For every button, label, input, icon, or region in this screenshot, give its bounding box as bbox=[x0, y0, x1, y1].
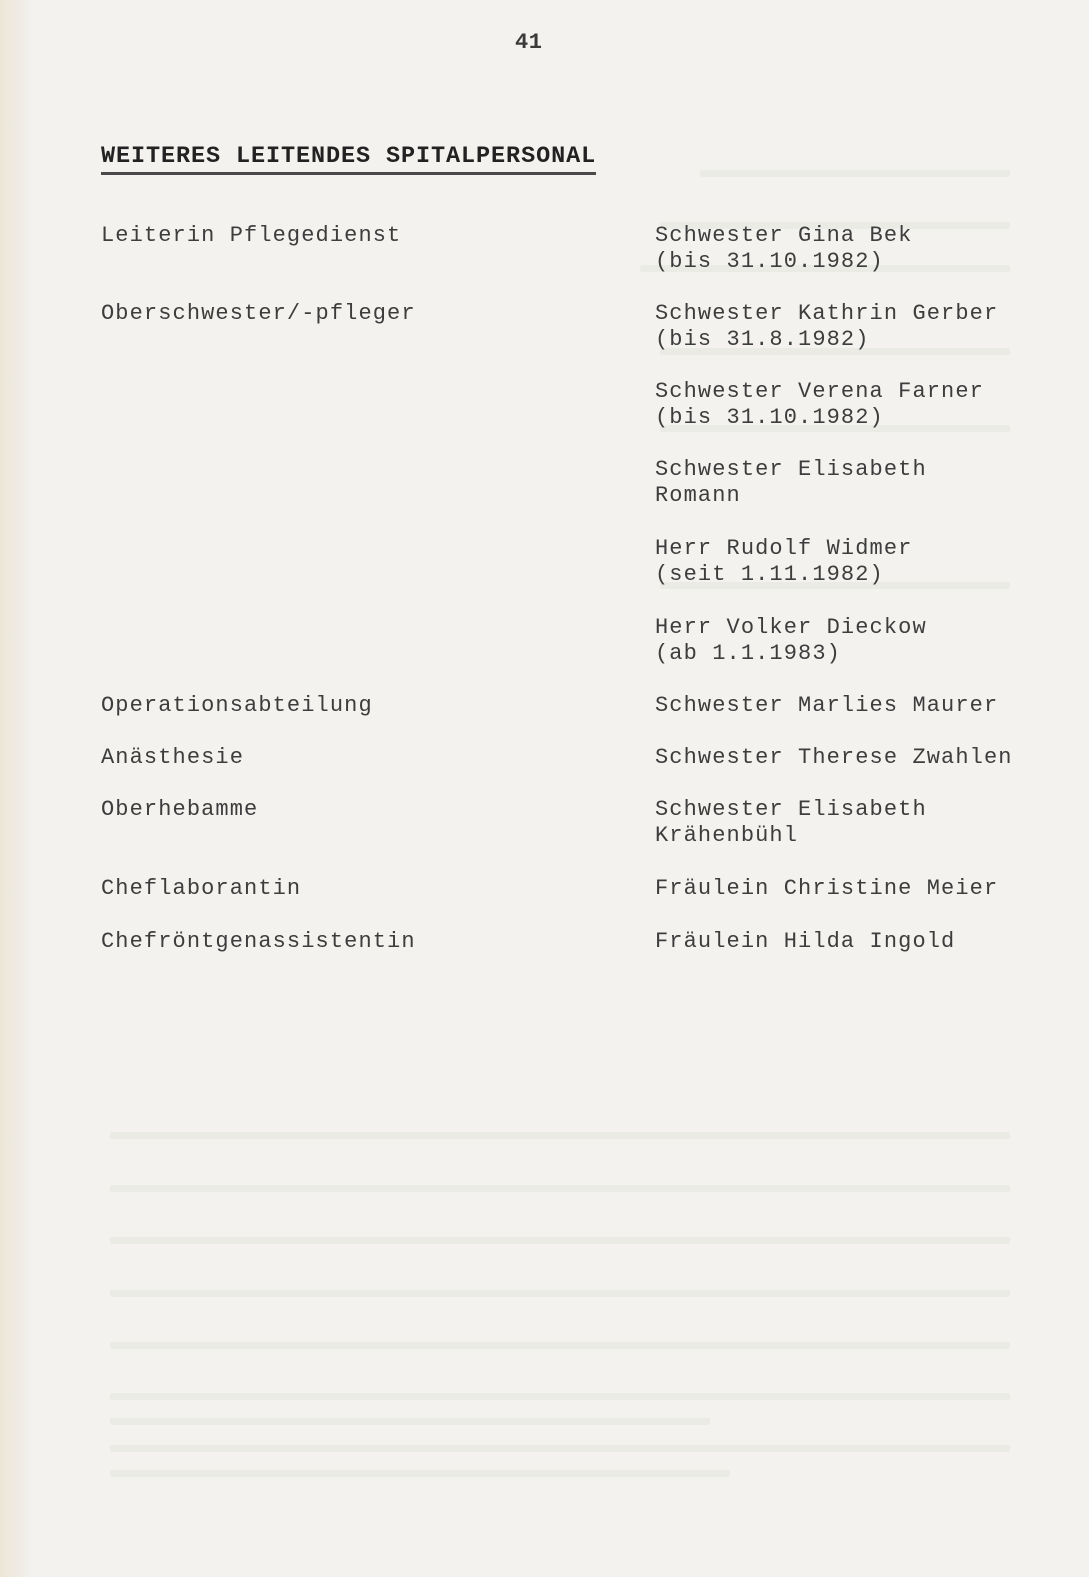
page-number: 41 bbox=[515, 30, 543, 55]
person-entry bbox=[655, 379, 984, 431]
person-name: Schwester Therese Zwahlen bbox=[655, 745, 1013, 770]
person-name: Schwester Gina Bek bbox=[655, 223, 913, 248]
person-entry bbox=[655, 457, 927, 509]
person-note: (seit 1.11.1982) bbox=[655, 562, 884, 587]
person-note: Romann bbox=[655, 483, 741, 508]
person-name: Herr Volker Dieckow bbox=[655, 615, 927, 640]
person-entry bbox=[655, 301, 998, 353]
role-label: Operationsabteilung bbox=[101, 693, 373, 718]
role-label: Chefröntgenassistentin bbox=[101, 929, 416, 954]
person-name: Schwester Verena Farner bbox=[655, 379, 984, 404]
section-heading: WEITERES LEITENDES SPITALPERSONAL bbox=[101, 145, 596, 175]
page-edge-shadow bbox=[0, 0, 34, 1577]
role-label: Oberschwester/-pfleger bbox=[101, 301, 416, 326]
person-entry bbox=[655, 223, 912, 275]
person-name: Fräulein Hilda Ingold bbox=[655, 929, 956, 954]
person-entry bbox=[655, 745, 1013, 771]
person-entry bbox=[655, 615, 927, 667]
person-name: Herr Rudolf Widmer bbox=[655, 536, 913, 561]
person-entry bbox=[655, 536, 912, 588]
person-entry bbox=[655, 929, 955, 955]
person-note: (bis 31.8.1982) bbox=[655, 327, 870, 352]
person-name: Fräulein Christine Meier bbox=[655, 876, 999, 901]
person-entry bbox=[655, 876, 998, 902]
role-label: Oberhebamme bbox=[101, 797, 259, 822]
person-name: Schwester Kathrin Gerber bbox=[655, 301, 999, 326]
role-label: Anästhesie bbox=[101, 745, 245, 770]
person-note: Krähenbühl bbox=[655, 823, 799, 848]
person-note: (bis 31.10.1982) bbox=[655, 405, 884, 430]
person-name: Schwester Marlies Maurer bbox=[655, 693, 999, 718]
person-entry bbox=[655, 797, 927, 849]
role-label: Cheflaborantin bbox=[101, 876, 302, 901]
role-label: Leiterin Pflegedienst bbox=[101, 223, 402, 248]
person-name: Schwester Elisabeth bbox=[655, 457, 927, 482]
person-note: (ab 1.1.1983) bbox=[655, 641, 841, 666]
person-note: (bis 31.10.1982) bbox=[655, 249, 884, 274]
person-name: Schwester Elisabeth bbox=[655, 797, 927, 822]
person-entry bbox=[655, 693, 998, 719]
